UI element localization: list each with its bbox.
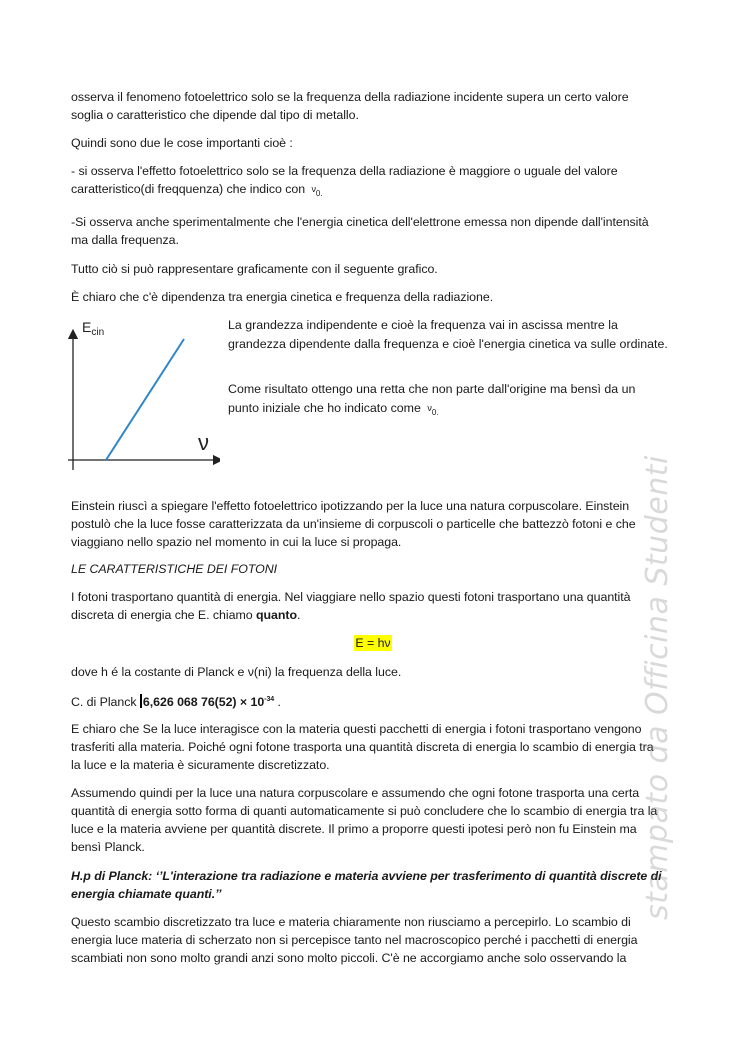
quanto-term: quanto bbox=[255, 608, 297, 622]
paragraph-perception: Questo scambio discretizzato tra luce e materia chiaramente non riusciamo a percepirlo. Lo scambio di energia luce materia di scherzato non si percepisce tanto nel macroscopico perché i pacchetti di energia scambiati non sono molto grandi anzi sono molto piccoli. C'è ne accorgiamo anche solo osservando la bbox=[71, 915, 638, 965]
energy-formula: E = hν bbox=[355, 636, 391, 650]
kinetic-energy-graph bbox=[60, 312, 220, 472]
paragraph-einstein: Einstein riuscì a spiegare l'effetto fotoelettrico ipotizzando per la luce una natura corpuscolare. Einstein postulò che la luce fosse caratterizzata da un'insieme di corpuscoli o particelle che battezzò fotoni e che viaggiano nello spazio nel momento in cui la luce si propaga. bbox=[71, 499, 636, 549]
energy-frequency-line bbox=[106, 339, 184, 460]
text-cursor bbox=[140, 694, 142, 708]
paragraph-planck-definition: dove h é la costante di Planck e ν(ni) la frequenza della luce. bbox=[71, 665, 402, 679]
paragraph-interaction: E chiaro che Se la luce interagisce con la materia questi pacchetti di energia i fotoni trasportano vengono trasferiti alla materia. Poiché ogni fotone trasporta una quantità discreta di energia lo scambio di energia tra la luce e la materia è sicuramente discretizzato. bbox=[71, 722, 654, 772]
graph-description-one: La grandezza indipendente e cioè la frequenza vai in ascissa mentre la grandezza dipendente dalla frequenza e cioè l'energia cinetica va sulle ordinate. bbox=[228, 318, 668, 351]
planck-hypothesis: H.p di Planck: ‘’L'interazione tra radiazione e materia avviene per trasferimento di quantità discrete di energia chiamate quanti.’’ bbox=[71, 869, 662, 901]
paragraph-corpuscular: Assumendo quindi per la luce una natura corpuscolare e assumendo che ogni fotone trasporta una certa quantità di energia sotto forma di quanti automaticamente si può concludere che lo scambio di energia tra la luce e la materia avviene per quantità discrete. Il primo a proporre questi ipotesi però non fu Einstein ma bensì Planck. bbox=[71, 786, 658, 854]
nu-symbol: ν bbox=[311, 184, 316, 194]
y-axis-label: $E_{cin}$ bbox=[82, 319, 105, 338]
paragraph-dependence: È chiaro che c'è dipendenza tra energia cinetica e frequenza della radiazione. bbox=[71, 290, 494, 304]
graph-description-two: Come risultato ottengo una retta che non parte dall'origine ma bensì da un punto iniziale che ho indicato come $\nu_{0.}$ bbox=[228, 382, 636, 417]
watermark-text: stampato da Officina Studenti bbox=[640, 455, 675, 920]
planck-value: 6,626 068 76(52) × 10 bbox=[142, 695, 265, 709]
x-axis-label: ν bbox=[198, 430, 209, 455]
paragraph-point-two: -Si osserva anche sperimentalmente che l'energia cinetica dell'elettrone emessa non dipende dall'intensità ma dalla frequenza. bbox=[71, 215, 649, 247]
nu-symbol: ν bbox=[427, 403, 432, 413]
planck-constant-line: C. di Planck 6,626 068 $76(52) \times 10^{-34}$ . bbox=[71, 695, 281, 709]
paragraph-photons: I fotoni trasportano quantità di energia. Nel viaggiare nello spazio questi fotoni trasportano una quantità discreta di energia che E. chiamo quanto. bbox=[71, 590, 631, 622]
section-heading: LE CARATTERISTICHE DEI FOTONI bbox=[71, 562, 278, 576]
paragraph-important: Quindi sono due le cose importanti cioè : bbox=[71, 136, 293, 150]
paragraph-graph-intro: Tutto ciò si può rappresentare graficamente con il seguente grafico. bbox=[71, 262, 438, 276]
paragraph-point-one: - si osserva l'effetto fotoelettrico solo se la frequenza della radiazione è maggiore o uguale del valore caratteristico(di freqquenza) che indico con $\nu_{0.}$ bbox=[71, 164, 618, 198]
paragraph-intro: osserva il fenomeno fotoelettrico solo se la frequenza della radiazione incidente supera un certo valore soglia o caratteristico che dipende dal tipo di metallo. bbox=[71, 90, 629, 122]
formula-line bbox=[71, 634, 675, 652]
